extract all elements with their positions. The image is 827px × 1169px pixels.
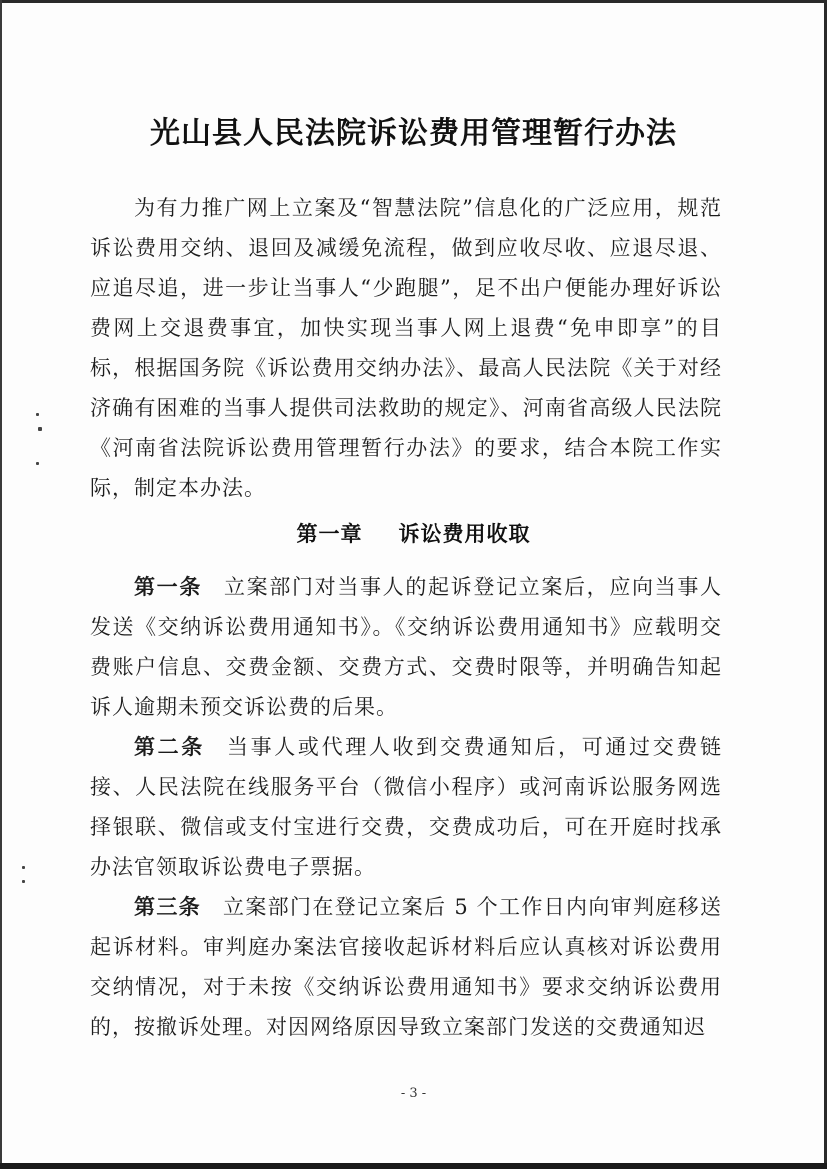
article-label: 第二条 <box>134 735 205 759</box>
article-paragraph <box>90 887 722 1047</box>
preamble-paragraph: 为有力推广网上立案及“智慧法院”信息化的广泛应用，规范诉讼费用交纳、退回及减缓免流程，做到应收尽收、应退尽退、应追尽追，进一步让当事人“少跑腿”，足不出户便能办理好诉讼费网上交退费事宜，加快实现当事人网上退费“免申即享”的目标，根据国务院《诉讼费用交纳办法》、最高人民法院《关于对经济确有困难的当事人提供司法救助的规定》、河南省高级人民法院《河南省法院诉讼费用管理暂行办法》的要求，结合本院工作实际，制定本办法。 <box>90 196 722 500</box>
chapter-title: 诉讼费用收取 <box>398 522 531 546</box>
article-label: 第三条 <box>134 895 201 919</box>
article-text: 立案部门对当事人的起诉登记立案后，应向当事人发送《交纳诉讼费用通知书》。《交纳诉讼费用通知书》应载明交费账户信息、交费金额、交费方式、交费时限等，并明确告知起诉人逾期未预交诉讼费的后果。 <box>90 575 722 719</box>
scan-border-left <box>0 0 2 1169</box>
scan-border-bottom <box>0 1163 827 1169</box>
article-paragraph <box>90 727 722 887</box>
scan-speck <box>22 880 25 883</box>
scan-border-top <box>0 0 827 3</box>
article-label: 第一条 <box>134 575 202 599</box>
document-title: 光山县人民法院诉讼费用管理暂行办法 <box>150 116 677 151</box>
scan-speck <box>38 427 42 431</box>
scan-speck <box>22 866 25 869</box>
chapter-heading <box>0 518 827 548</box>
scan-speck <box>36 413 39 416</box>
article-paragraph <box>90 567 722 727</box>
article-text: 当事人或代理人收到交费通知后，可通过交费链接、人民法院在线服务平台（微信小程序）或河南诉讼服务网选择银联、微信或支付宝进行交费，交费成功后，可在开庭时找承办法官领取诉讼费电子票据。 <box>90 735 723 879</box>
article-text: 立案部门在登记立案后 5 个工作日内向审判庭移送起诉材料。审判庭办案法官接收起诉材料后应认真核对诉讼费用交纳情况，对于未按《交纳诉讼费用通知书》要求交纳诉讼费用的，按撤诉处理。对因网络原因导致立案部门发送的交费通知迟 <box>90 895 722 1039</box>
page-number: - 3 - <box>400 1086 427 1101</box>
chapter-number: 第一章 <box>296 522 363 546</box>
scan-speck <box>36 462 39 465</box>
